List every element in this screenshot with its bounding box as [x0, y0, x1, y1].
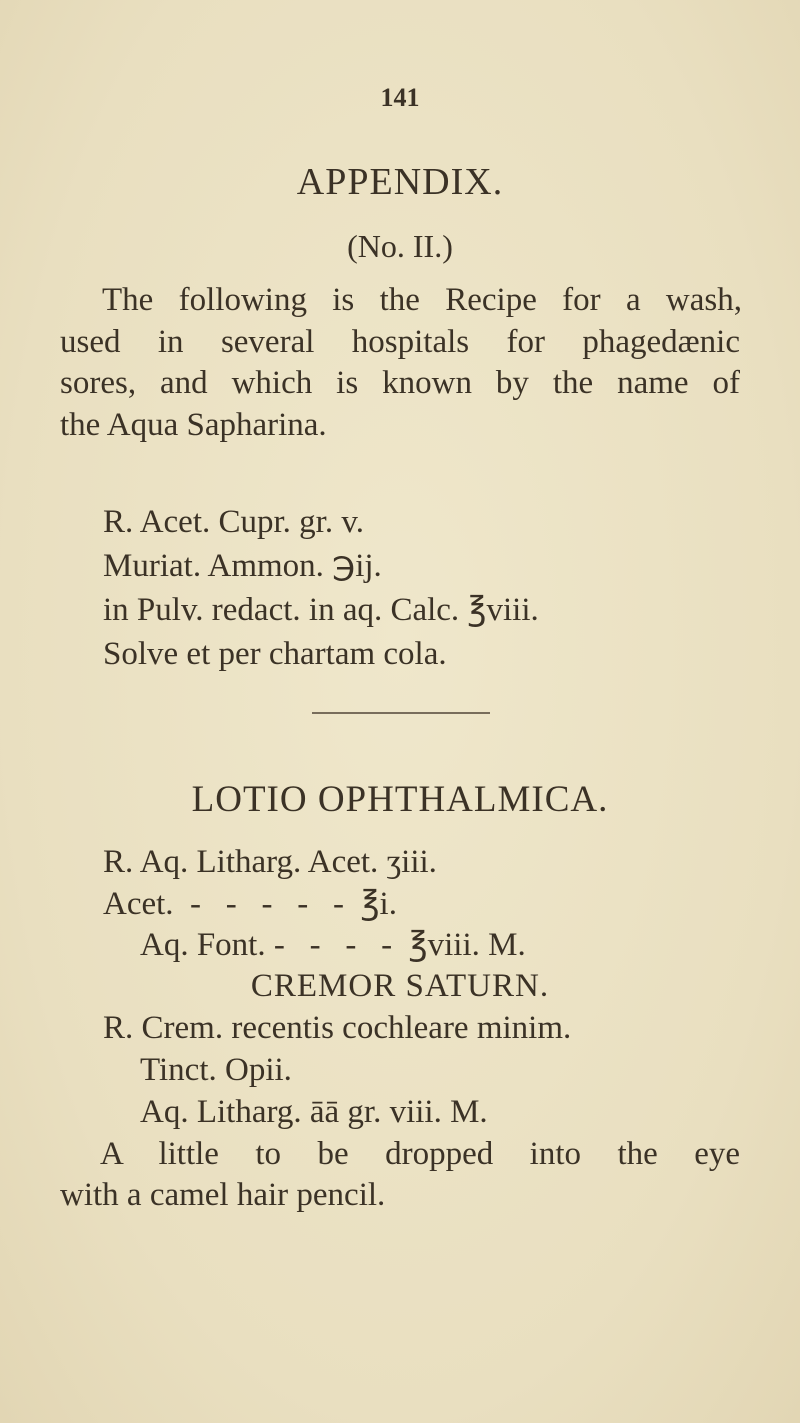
cremor-line: Aq. Litharg. āā gr. viii. M. [140, 1094, 488, 1130]
intro-line: the Aqua Sapharina. [60, 407, 327, 443]
heading: APPENDIX. [296, 161, 504, 203]
section-divider [312, 712, 490, 714]
cremor-title: CREMOR SATURN. [250, 968, 550, 1004]
recipe-line: Muriat. Ammon. ℈ij. [103, 548, 382, 584]
recipe-line: in Pulv. redact. in aq. Calc. ℥viii. [103, 592, 539, 628]
cremor-line: R. Crem. recentis cochleare minim. [103, 1010, 572, 1046]
cremor-line: Tinct. Opii. [140, 1052, 292, 1088]
closing-line: with a camel hair pencil. [60, 1177, 386, 1213]
lotio-line: R. Aq. Litharg. Acet. ʒiii. [103, 844, 437, 880]
lotio-line: Acet. - - - - - ℥i. [103, 886, 397, 922]
closing-line: A little to be dropped into the eye [100, 1136, 740, 1172]
page-number: 141 [380, 83, 420, 112]
intro-line: The following is the Recipe for a wash, [102, 282, 742, 318]
lotio-title: LOTIO OPHTHALMICA. [191, 779, 609, 820]
intro-line: used in several hospitals for phagedænic [60, 324, 740, 360]
recipe-line: Solve et per chartam cola. [103, 636, 447, 672]
recipe-line: R. Acet. Cupr. gr. v. [103, 504, 364, 540]
subheading: (No. II.) [347, 228, 453, 264]
intro-line: sores, and which is known by the name of [60, 365, 740, 401]
lotio-line: Aq. Font. - - - - ℥viii. M. [140, 927, 526, 963]
